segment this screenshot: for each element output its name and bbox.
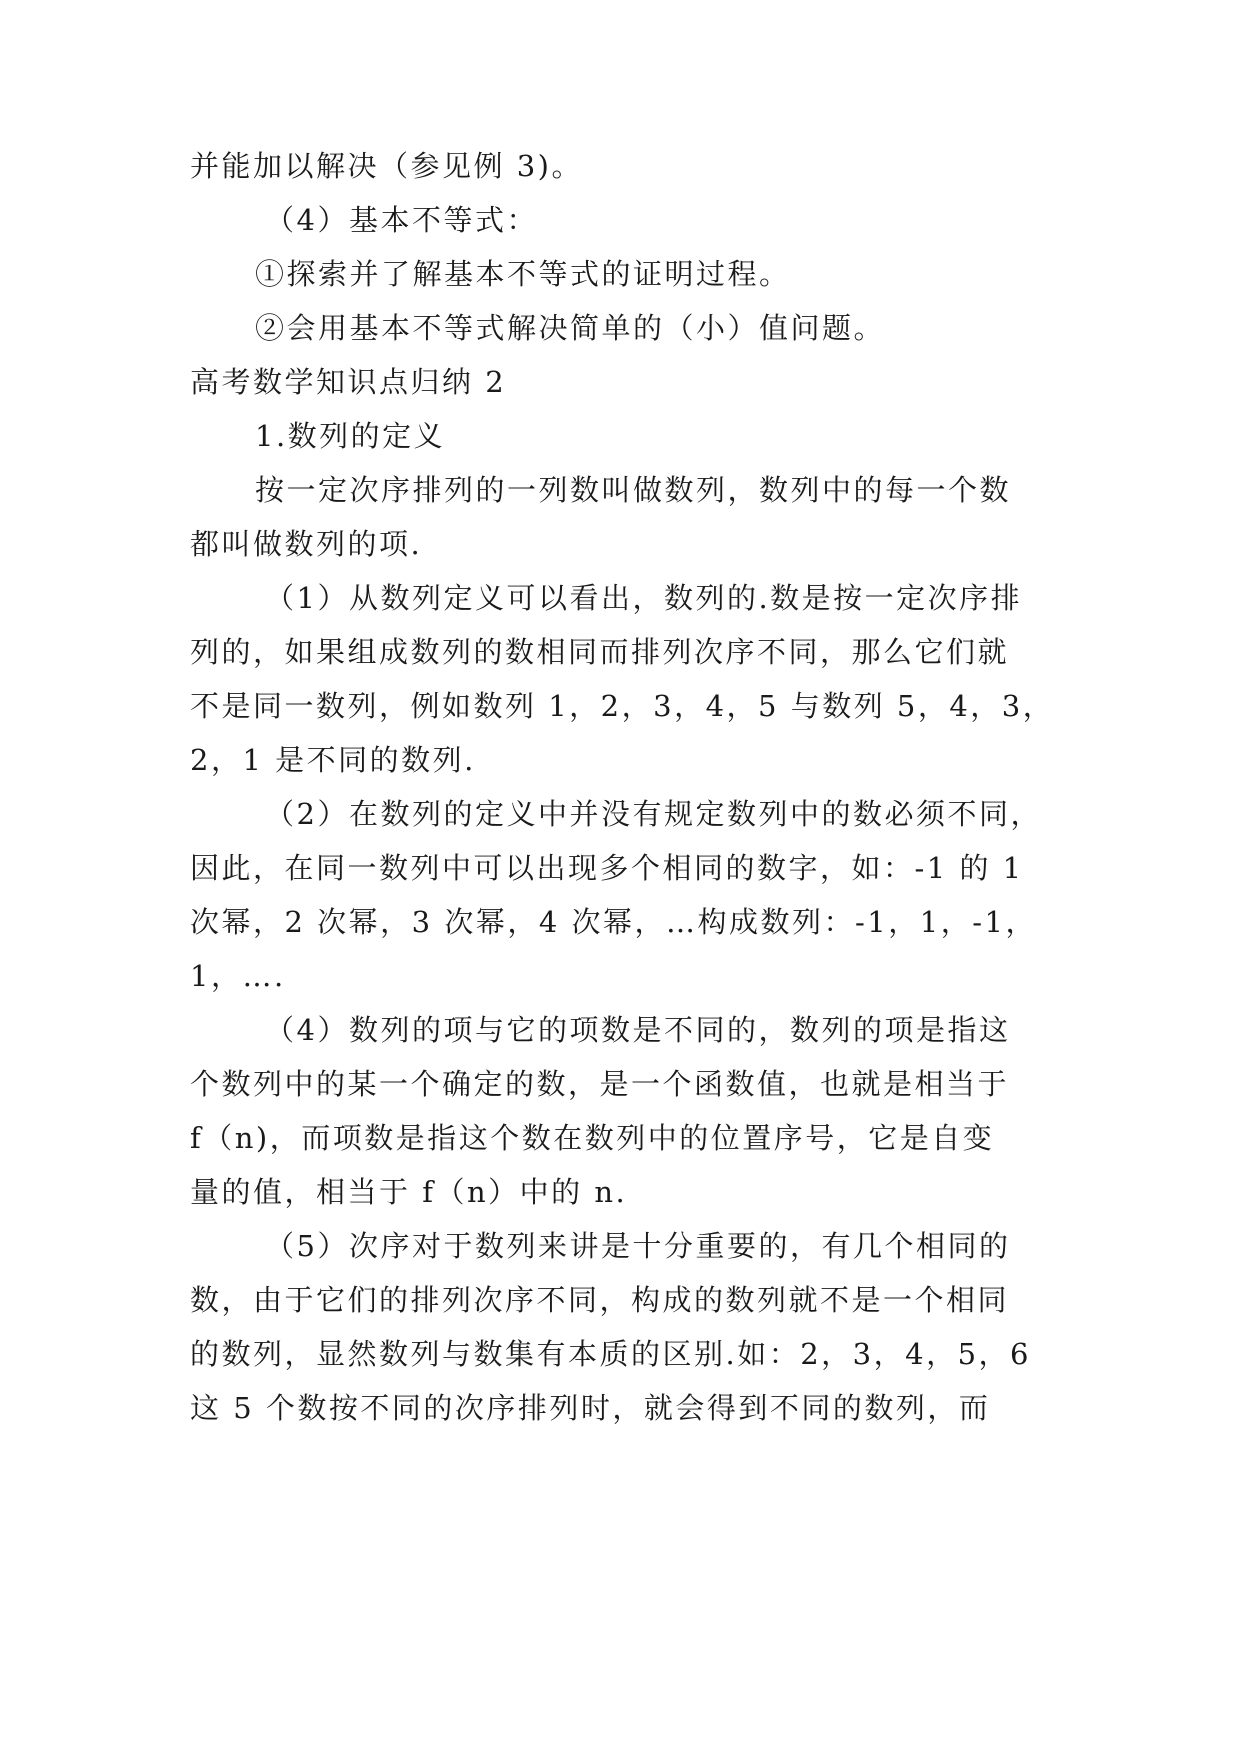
text-line: 1，…. bbox=[190, 959, 286, 993]
subsection-heading: 1.数列的定义 bbox=[255, 419, 446, 453]
text-line: ①探索并了解基本不等式的证明过程。 bbox=[255, 257, 791, 291]
text-line: 次幂，2 次幂，3 次幂，4 次幂，…构成数列：-1，1，-1， bbox=[190, 905, 1037, 939]
text-line: 量的值，相当于 f（n）中的 n. bbox=[190, 1175, 628, 1209]
text-line: 这 5 个数按不同的次序排列时，就会得到不同的数列，而 bbox=[190, 1391, 991, 1425]
text-line: 2，1 是不同的数列. bbox=[190, 743, 476, 777]
text-line: f（n)，而项数是指这个数在数列中的位置序号，它是自变 bbox=[190, 1121, 995, 1155]
text-line: 因此，在同一数列中可以出现多个相同的数字，如：-1 的 1 bbox=[190, 851, 1024, 885]
text-line: （5）次序对于数列来讲是十分重要的，有几个相同的 bbox=[265, 1229, 1011, 1263]
section-heading: 高考数学知识点归纳 2 bbox=[190, 365, 507, 399]
text-line: （1）从数列定义可以看出，数列的.数是按一定次序排 bbox=[265, 581, 1023, 615]
text-line: 个数列中的某一个确定的数，是一个函数值，也就是相当于 bbox=[190, 1067, 1010, 1101]
text-line: （4）数列的项与它的项数是不同的，数列的项是指这 bbox=[265, 1013, 1011, 1047]
text-line: 不是同一数列，例如数列 1，2，3，4，5 与数列 5，4，3， bbox=[190, 689, 1055, 723]
text-line: ②会用基本不等式解决简单的（小）值问题。 bbox=[255, 311, 886, 345]
text-line: 列的，如果组成数列的数相同而排列次序不同，那么它们就 bbox=[190, 635, 1010, 669]
text-line: 的数列，显然数列与数集有本质的区别.如：2，3，4，5，6 bbox=[190, 1337, 1031, 1371]
text-line: 按一定次序排列的一列数叫做数列，数列中的每一个数 bbox=[255, 473, 1012, 507]
text-line: （2）在数列的定义中并没有规定数列中的数必须不同， bbox=[265, 797, 1042, 831]
text-line: （4）基本不等式： bbox=[265, 203, 538, 237]
text-line: 都叫做数列的项. bbox=[190, 527, 423, 561]
text-line: 数，由于它们的排列次序不同，构成的数列就不是一个相同 bbox=[190, 1283, 1010, 1317]
text-line: 并能加以解决（参见例 3)。 bbox=[190, 149, 583, 183]
